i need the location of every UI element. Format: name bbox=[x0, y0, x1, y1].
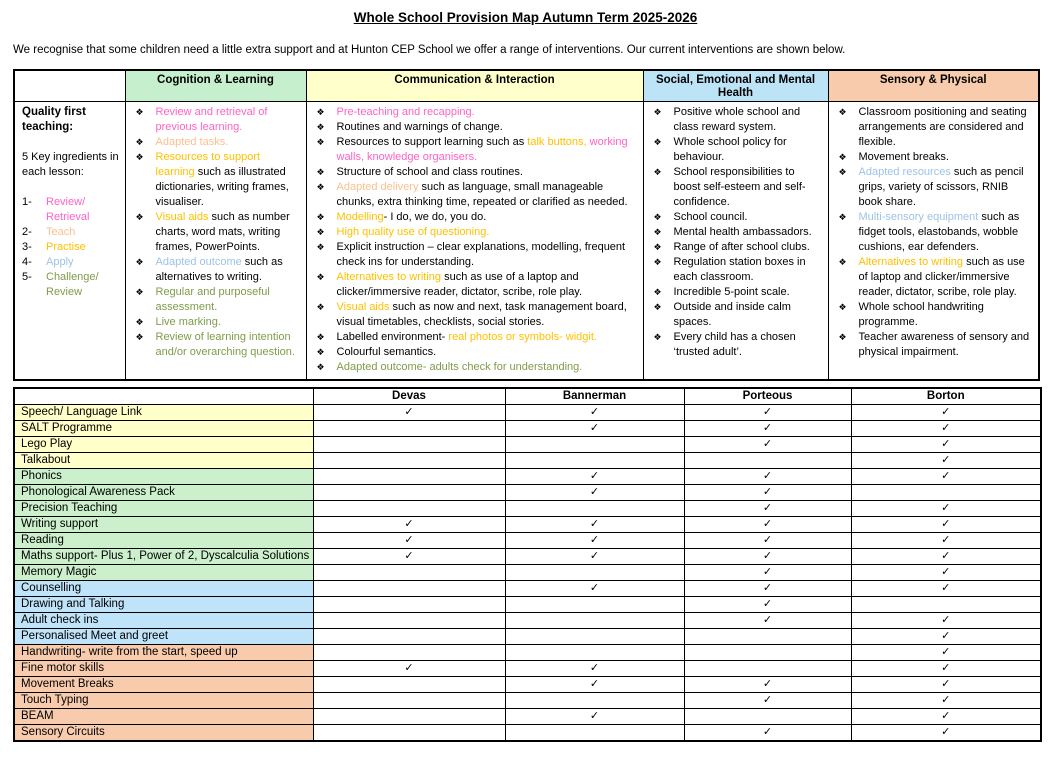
bullet-icon: ❖ bbox=[316, 107, 325, 117]
provision-item bbox=[129, 255, 303, 285]
bullet-icon: ❖ bbox=[838, 152, 847, 162]
provision-item bbox=[129, 150, 303, 210]
empty-cell bbox=[505, 597, 684, 613]
empty-cell bbox=[505, 645, 684, 661]
provision-item bbox=[129, 285, 303, 315]
intervention-row bbox=[14, 565, 1041, 581]
check-mark: ✓ bbox=[684, 469, 851, 485]
intervention-row bbox=[14, 581, 1041, 597]
empty-cell bbox=[313, 613, 505, 629]
provision-item-text: Colourful semantics. bbox=[336, 346, 437, 358]
provision-item bbox=[310, 120, 640, 135]
provision-item bbox=[832, 150, 1036, 165]
provision-item-text: Modelling- I do, we do, you do. bbox=[336, 211, 487, 223]
provision-item-text: Labelled environment- real photos or symbols- widgit. bbox=[336, 331, 597, 343]
check-mark: ✓ bbox=[851, 565, 1041, 581]
check-mark: ✓ bbox=[684, 549, 851, 565]
check-mark: ✓ bbox=[851, 645, 1041, 661]
check-mark: ✓ bbox=[313, 533, 505, 549]
school-header-borton: Borton bbox=[851, 388, 1041, 405]
bullet-icon: ❖ bbox=[653, 287, 662, 297]
intervention-row bbox=[14, 405, 1041, 421]
provision-item bbox=[647, 210, 825, 225]
empty-cell bbox=[684, 709, 851, 725]
provision-item bbox=[310, 225, 640, 240]
key-ingredient-number: 4- bbox=[22, 256, 32, 268]
provision-item-text: Adapted delivery such as language, small manageable chunks, extra thinking time, repeated or clarified as needed. bbox=[336, 181, 628, 208]
empty-cell bbox=[313, 709, 505, 725]
provision-item bbox=[310, 345, 640, 360]
bullet-icon: ❖ bbox=[838, 257, 847, 267]
check-mark: ✓ bbox=[505, 405, 684, 421]
intervention-label: Counselling bbox=[14, 581, 313, 597]
bullet-icon: ❖ bbox=[653, 107, 662, 117]
sensory-items-cell bbox=[828, 102, 1039, 381]
provision-item bbox=[832, 255, 1036, 300]
bullet-icon: ❖ bbox=[316, 332, 325, 342]
check-mark: ✓ bbox=[684, 533, 851, 549]
bullet-icon: ❖ bbox=[135, 287, 144, 297]
provision-item-text: Adapted resources such as pencil grips, variety of scissors, RNIB book share. bbox=[858, 166, 1024, 208]
check-mark: ✓ bbox=[851, 517, 1041, 533]
key-ingredient-label: Apply bbox=[46, 256, 74, 268]
bullet-icon: ❖ bbox=[135, 212, 144, 222]
check-mark: ✓ bbox=[505, 517, 684, 533]
check-mark: ✓ bbox=[851, 677, 1041, 693]
bullet-icon: ❖ bbox=[316, 227, 325, 237]
empty-cell bbox=[505, 437, 684, 453]
provision-item bbox=[310, 360, 640, 375]
intervention-row bbox=[14, 501, 1041, 517]
provision-item bbox=[310, 270, 640, 300]
bullet-icon: ❖ bbox=[838, 302, 847, 312]
intervention-label: Movement Breaks bbox=[14, 677, 313, 693]
provision-item bbox=[647, 135, 825, 165]
empty-cell bbox=[684, 661, 851, 677]
check-mark: ✓ bbox=[684, 677, 851, 693]
provision-item-text: Live marking. bbox=[155, 316, 221, 328]
provision-item-text: Outside and inside calm spaces. bbox=[673, 301, 791, 328]
check-mark: ✓ bbox=[505, 709, 684, 725]
provision-header-row bbox=[14, 70, 1039, 102]
semh-items-cell bbox=[643, 102, 828, 381]
intervention-label: Phonological Awareness Pack bbox=[14, 485, 313, 501]
provision-item bbox=[647, 330, 825, 360]
provision-body-row bbox=[14, 102, 1039, 381]
empty-cell bbox=[313, 501, 505, 517]
intervention-label: Drawing and Talking bbox=[14, 597, 313, 613]
intervention-label: Sensory Circuits bbox=[14, 725, 313, 742]
check-mark: ✓ bbox=[851, 501, 1041, 517]
quality-first-teaching bbox=[15, 102, 125, 300]
provision-item bbox=[310, 135, 640, 165]
provision-item-text: Pre-teaching and recapping. bbox=[336, 106, 475, 118]
check-mark: ✓ bbox=[684, 405, 851, 421]
bullet-icon: ❖ bbox=[316, 182, 325, 192]
check-mark: ✓ bbox=[684, 725, 851, 742]
provision-item bbox=[310, 240, 640, 270]
intervention-label: Speech/ Language Link bbox=[14, 405, 313, 421]
empty-cell bbox=[313, 645, 505, 661]
key-ingredient-number: 5- bbox=[22, 271, 32, 283]
provision-item bbox=[310, 300, 640, 330]
check-mark: ✓ bbox=[505, 549, 684, 565]
bullet-icon: ❖ bbox=[838, 332, 847, 342]
provision-item-text: School responsibilities to boost self-esteem and self-confidence. bbox=[673, 166, 806, 208]
provision-item bbox=[647, 255, 825, 285]
intervention-row bbox=[14, 645, 1041, 661]
check-mark: ✓ bbox=[505, 469, 684, 485]
provision-item bbox=[832, 105, 1036, 150]
check-mark: ✓ bbox=[851, 629, 1041, 645]
key-ingredient-number: 3- bbox=[22, 241, 32, 253]
key-ingredient-label: Review/ Retrieval bbox=[46, 196, 90, 223]
check-mark: ✓ bbox=[851, 437, 1041, 453]
empty-cell bbox=[684, 453, 851, 469]
provision-item-text: Adapted outcome such as alternatives to writing. bbox=[155, 256, 283, 283]
column-header-semh: Social, Emotional and Mental Health bbox=[643, 70, 828, 102]
check-mark: ✓ bbox=[505, 677, 684, 693]
intervention-row bbox=[14, 677, 1041, 693]
bullet-icon: ❖ bbox=[653, 227, 662, 237]
provision-item bbox=[129, 315, 303, 330]
check-mark: ✓ bbox=[851, 613, 1041, 629]
quality-first-subheading: 5 Key ingredients in each lesson: bbox=[22, 151, 119, 178]
intervention-row bbox=[14, 421, 1041, 437]
key-ingredient-label: Challenge/ Review bbox=[46, 271, 99, 298]
provision-item bbox=[129, 135, 303, 150]
provision-item bbox=[310, 180, 640, 210]
provision-map-table bbox=[13, 69, 1040, 381]
bullet-icon: ❖ bbox=[653, 257, 662, 267]
intro-text: We recognise that some children need a little extra support and at Hunton CEP School we offer a range of interventions. Our current interventions are shown below. bbox=[13, 44, 846, 56]
intervention-label: BEAM bbox=[14, 709, 313, 725]
empty-cell bbox=[505, 565, 684, 581]
intervention-row bbox=[14, 597, 1041, 613]
empty-cell bbox=[313, 629, 505, 645]
provision-item bbox=[647, 285, 825, 300]
bullet-icon: ❖ bbox=[316, 302, 325, 312]
provision-item-text: Multi-sensory equipment such as fidget tools, elastobands, wobble cushions, ear defenders. bbox=[858, 211, 1020, 253]
check-mark: ✓ bbox=[684, 613, 851, 629]
check-mark: ✓ bbox=[851, 709, 1041, 725]
intervention-label: Maths support- Plus 1, Power of 2, Dyscalculia Solutions bbox=[14, 549, 313, 565]
provision-item bbox=[310, 165, 640, 180]
bullet-icon: ❖ bbox=[135, 107, 144, 117]
empty-cell bbox=[313, 469, 505, 485]
provision-item-text: Whole school policy for behaviour. bbox=[673, 136, 787, 163]
key-ingredient-label: Practise bbox=[46, 241, 86, 253]
provision-item-text: School council. bbox=[673, 211, 748, 223]
provision-item bbox=[832, 165, 1036, 210]
provision-item-text: Movement breaks. bbox=[858, 151, 949, 163]
key-ingredient-label: Teach bbox=[46, 226, 76, 238]
empty-cell bbox=[684, 629, 851, 645]
bullet-icon: ❖ bbox=[653, 242, 662, 252]
provision-item-text: Whole school handwriting programme. bbox=[858, 301, 984, 328]
empty-cell bbox=[505, 613, 684, 629]
column-header-sensory: Sensory & Physical bbox=[828, 70, 1039, 102]
quality-first-cell bbox=[14, 102, 125, 381]
empty-cell bbox=[505, 501, 684, 517]
bullet-icon: ❖ bbox=[316, 167, 325, 177]
intervention-label: Precision Teaching bbox=[14, 501, 313, 517]
check-mark: ✓ bbox=[684, 485, 851, 501]
bullet-icon: ❖ bbox=[316, 362, 325, 372]
empty-cell bbox=[313, 437, 505, 453]
provision-item-text: Alternatives to writing such as use of a laptop and clicker/immersive reader, dictator, scribe, role play. bbox=[336, 271, 583, 298]
check-mark: ✓ bbox=[684, 517, 851, 533]
check-mark: ✓ bbox=[684, 501, 851, 517]
quality-first-heading: Quality first teaching: bbox=[22, 106, 86, 133]
intervention-label: Touch Typing bbox=[14, 693, 313, 709]
check-mark: ✓ bbox=[851, 469, 1041, 485]
empty-cell bbox=[684, 645, 851, 661]
empty-cell bbox=[313, 677, 505, 693]
check-mark: ✓ bbox=[851, 405, 1041, 421]
provision-item-text: Visual aids such as now and next, task management board, visual timetables, checklists, social stories. bbox=[336, 301, 627, 328]
school-header-porteous: Porteous bbox=[684, 388, 851, 405]
check-mark: ✓ bbox=[851, 693, 1041, 709]
intervention-row bbox=[14, 453, 1041, 469]
empty-cell bbox=[505, 693, 684, 709]
column-header-cognition: Cognition & Learning bbox=[125, 70, 306, 102]
key-ingredient-number: 1- bbox=[22, 196, 32, 208]
provision-item-text: Routines and warnings of change. bbox=[336, 121, 503, 133]
check-mark: ✓ bbox=[851, 453, 1041, 469]
provision-item-text: Resources to support learning such as illustrated dictionaries, writing frames, visualiser. bbox=[155, 151, 289, 208]
intervention-row bbox=[14, 549, 1041, 565]
bullet-icon: ❖ bbox=[135, 317, 144, 327]
communication-items-cell bbox=[306, 102, 643, 381]
empty-cell bbox=[505, 725, 684, 742]
provision-item-text: Teacher awareness of sensory and physical impairment. bbox=[858, 331, 1030, 358]
page-title: Whole School Provision Map Autumn Term 2025-2026 bbox=[353, 10, 698, 25]
bullet-icon: ❖ bbox=[653, 137, 662, 147]
provision-item-text: Review of learning intention and/or overarching question. bbox=[155, 331, 295, 358]
intervention-row bbox=[14, 469, 1041, 485]
empty-cell bbox=[313, 421, 505, 437]
provision-item-text: Structure of school and class routines. bbox=[336, 166, 523, 178]
key-ingredient-item bbox=[22, 195, 123, 225]
provision-item-text: Incredible 5-point scale. bbox=[673, 286, 790, 298]
provision-item bbox=[832, 210, 1036, 255]
provision-item-text: Classroom positioning and seating arrangements are considered and flexible. bbox=[858, 106, 1027, 148]
check-mark: ✓ bbox=[851, 533, 1041, 549]
provision-item-text: Alternatives to writing such as use of laptop and clicker/immersive reader, dictator, scribe, role play. bbox=[858, 256, 1025, 298]
provision-item bbox=[647, 165, 825, 210]
provision-item bbox=[310, 105, 640, 120]
check-mark: ✓ bbox=[313, 517, 505, 533]
key-ingredient-item bbox=[22, 255, 123, 270]
provision-item-text: Mental health ambassadors. bbox=[673, 226, 812, 238]
provision-item-text: Adapted outcome- adults check for understanding. bbox=[336, 361, 583, 373]
check-mark: ✓ bbox=[684, 597, 851, 613]
provision-item-text: Resources to support learning such as talk buttons, working walls, knowledge organisers. bbox=[336, 136, 628, 163]
empty-cell bbox=[313, 725, 505, 742]
provision-item bbox=[129, 210, 303, 255]
intervention-row bbox=[14, 485, 1041, 501]
bullet-icon: ❖ bbox=[135, 152, 144, 162]
key-ingredient-number: 2- bbox=[22, 226, 32, 238]
empty-cell bbox=[313, 581, 505, 597]
bullet-icon: ❖ bbox=[135, 332, 144, 342]
check-mark: ✓ bbox=[684, 693, 851, 709]
check-mark: ✓ bbox=[505, 421, 684, 437]
bullet-icon: ❖ bbox=[135, 257, 144, 267]
provision-item bbox=[832, 300, 1036, 330]
intervention-row bbox=[14, 725, 1041, 742]
key-ingredient-item bbox=[22, 225, 123, 240]
intervention-label: SALT Programme bbox=[14, 421, 313, 437]
bullet-icon: ❖ bbox=[316, 272, 325, 282]
school-header-bannerman: Bannerman bbox=[505, 388, 684, 405]
intervention-row bbox=[14, 709, 1041, 725]
bullet-icon: ❖ bbox=[838, 107, 847, 117]
check-mark: ✓ bbox=[684, 581, 851, 597]
provision-header-empty bbox=[14, 70, 125, 102]
provision-item-text: Review and retrieval of previous learning. bbox=[155, 106, 268, 133]
intervention-label: Fine motor skills bbox=[14, 661, 313, 677]
intervention-label: Handwriting- write from the start, speed up bbox=[14, 645, 313, 661]
bullet-icon: ❖ bbox=[316, 212, 325, 222]
empty-cell bbox=[313, 565, 505, 581]
intervention-label: Memory Magic bbox=[14, 565, 313, 581]
provision-item-text: Adapted tasks. bbox=[155, 136, 229, 148]
bullet-icon: ❖ bbox=[838, 167, 847, 177]
provision-item bbox=[310, 330, 640, 345]
matrix-header-row bbox=[14, 388, 1041, 405]
bullet-icon: ❖ bbox=[653, 332, 662, 342]
intervention-label: Writing support bbox=[14, 517, 313, 533]
provision-item-text: Regular and purposeful assessment. bbox=[155, 286, 270, 313]
intervention-label: Lego Play bbox=[14, 437, 313, 453]
provision-item bbox=[832, 330, 1036, 360]
check-mark: ✓ bbox=[313, 405, 505, 421]
intervention-label: Talkabout bbox=[14, 453, 313, 469]
check-mark: ✓ bbox=[505, 661, 684, 677]
check-mark: ✓ bbox=[313, 549, 505, 565]
bullet-icon: ❖ bbox=[653, 167, 662, 177]
empty-cell bbox=[851, 597, 1041, 613]
empty-cell bbox=[313, 597, 505, 613]
check-mark: ✓ bbox=[851, 549, 1041, 565]
check-mark: ✓ bbox=[313, 661, 505, 677]
provision-item-text: High quality use of questioning. bbox=[336, 226, 490, 238]
key-ingredients-list bbox=[22, 195, 123, 300]
check-mark: ✓ bbox=[851, 661, 1041, 677]
bullet-icon: ❖ bbox=[653, 302, 662, 312]
intervention-row bbox=[14, 437, 1041, 453]
provision-item-text: Regulation station boxes in each classroom. bbox=[673, 256, 806, 283]
intervention-row bbox=[14, 661, 1041, 677]
empty-cell bbox=[505, 453, 684, 469]
provision-item-text: Range of after school clubs. bbox=[673, 241, 810, 253]
bullet-icon: ❖ bbox=[316, 242, 325, 252]
provision-item bbox=[310, 210, 640, 225]
provision-item bbox=[647, 225, 825, 240]
intervention-label: Phonics bbox=[14, 469, 313, 485]
empty-cell bbox=[505, 629, 684, 645]
bullet-icon: ❖ bbox=[316, 122, 325, 132]
intervention-label: Reading bbox=[14, 533, 313, 549]
check-mark: ✓ bbox=[851, 725, 1041, 742]
provision-item-text: Explicit instruction – clear explanations, modelling, frequent check ins for understanding. bbox=[336, 241, 626, 268]
intervention-row bbox=[14, 533, 1041, 549]
provision-item-text: Every child has a chosen ‘trusted adult’. bbox=[673, 331, 796, 358]
check-mark: ✓ bbox=[684, 421, 851, 437]
key-ingredient-item bbox=[22, 270, 123, 300]
intervention-label: Personalised Meet and greet bbox=[14, 629, 313, 645]
intervention-row bbox=[14, 517, 1041, 533]
provision-item-text: Positive whole school and class reward system. bbox=[673, 106, 801, 133]
check-mark: ✓ bbox=[505, 485, 684, 501]
matrix-header-empty bbox=[14, 388, 313, 405]
empty-cell bbox=[851, 485, 1041, 501]
provision-item bbox=[129, 105, 303, 135]
cognition-items-cell bbox=[125, 102, 306, 381]
school-header-devas: Devas bbox=[313, 388, 505, 405]
intervention-row bbox=[14, 613, 1041, 629]
bullet-icon: ❖ bbox=[135, 137, 144, 147]
intervention-row bbox=[14, 629, 1041, 645]
empty-cell bbox=[313, 453, 505, 469]
provision-item bbox=[129, 330, 303, 360]
key-ingredient-item bbox=[22, 240, 123, 255]
provision-item bbox=[647, 105, 825, 135]
provision-item-text: Visual aids such as number charts, word mats, writing frames, PowerPoints. bbox=[155, 211, 290, 253]
empty-cell bbox=[313, 485, 505, 501]
provision-item bbox=[647, 240, 825, 255]
check-mark: ✓ bbox=[684, 437, 851, 453]
bullet-icon: ❖ bbox=[316, 137, 325, 147]
empty-cell bbox=[313, 693, 505, 709]
column-header-communication: Communication & Interaction bbox=[306, 70, 643, 102]
check-mark: ✓ bbox=[505, 581, 684, 597]
interventions-matrix-table bbox=[13, 387, 1042, 742]
intervention-row bbox=[14, 693, 1041, 709]
bullet-icon: ❖ bbox=[316, 347, 325, 357]
check-mark: ✓ bbox=[684, 565, 851, 581]
check-mark: ✓ bbox=[851, 581, 1041, 597]
intervention-label: Adult check ins bbox=[14, 613, 313, 629]
bullet-icon: ❖ bbox=[838, 212, 847, 222]
bullet-icon: ❖ bbox=[653, 212, 662, 222]
check-mark: ✓ bbox=[851, 421, 1041, 437]
provision-item bbox=[647, 300, 825, 330]
check-mark: ✓ bbox=[505, 533, 684, 549]
